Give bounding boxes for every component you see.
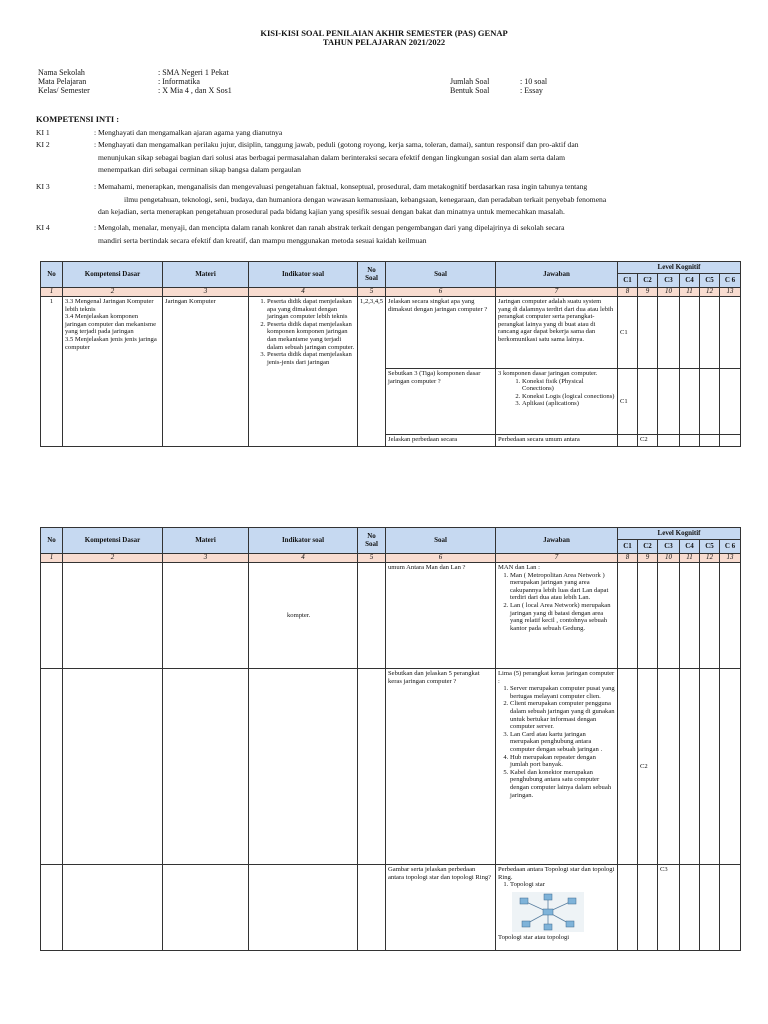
jawaban-item: 2. Client merupakan computer pengguna dalam sebuah jaringan yang di gunakan untuk bertukar informasi dengan computer server. — [510, 700, 615, 730]
col-number: 6 — [386, 288, 496, 297]
soal-cell: umum Antara Man dan Lan ? — [386, 563, 496, 669]
table-row — [41, 297, 741, 369]
col-number: 9 — [638, 554, 658, 563]
label-nama-sekolah: Nama Sekolah — [38, 68, 85, 77]
ki-line: mandiri serta bertindak secara efektif dan kreatif, dan mampu menggunakan metoda sesuai kaidah keilmuan — [98, 235, 427, 245]
col-number: 6 — [386, 554, 496, 563]
col-number: 1 — [41, 288, 63, 297]
jawaban-item: 1. Topologi star — [510, 881, 615, 889]
indikator-item: 3. Peserta didik dapat menjelaskan jenis-jenis dari jaringan — [267, 351, 355, 366]
ki-line: menempatkan diri sebagai cerminan sikap bangsa dalam pergaulan — [98, 165, 301, 174]
header-c1: C1 — [618, 540, 638, 554]
materi-cell: Jaringan Komputer — [163, 297, 249, 447]
header-level: Level Kognitif — [618, 262, 741, 274]
header-jawaban: Jawaban — [496, 528, 618, 554]
col-number: 3 — [163, 288, 249, 297]
header-c2: C2 — [638, 540, 658, 554]
header-c6: C 6 — [720, 540, 741, 554]
header-level: Level Kognitif — [618, 528, 741, 540]
header-c1: C1 — [618, 274, 638, 288]
identity-right — [450, 77, 547, 95]
indikator-item: 2. Peserta didik dapat menjelaskan komponen komponen jaringan dan mekanisme yang terjadi dalam sebuah jaringan computer. — [267, 321, 355, 351]
jawaban-intro: Lima (5) perangkat keras jaringan computer : — [498, 670, 615, 685]
ki-line: dan kejadian, serta menerapkan pengetahuan prosedural pada bidang kajian yang spesifik sesuai dengan bakat dan minatnya untuk memecahkan masalah. — [98, 207, 565, 216]
jawaban-cell: Jaringan computer adalah suatu system yang di dalamnya terdiri dari dua atau lebih perangkat computer serta perangkat-perangkat lainya yang di buat atau di rancang agar dapat bekerja sama dan berkomunikasi satu sama lainya. — [496, 297, 618, 369]
col-number: 7 — [496, 288, 618, 297]
ki-code: KI 4 — [36, 223, 50, 232]
col-number: 8 — [618, 554, 638, 563]
soal-cell: Sebutkan dan jelaskan 5 perangkat keras jaringan computer ? — [386, 669, 496, 865]
header-c2: C2 — [638, 274, 658, 288]
ki-line: : Menghayati dan mengamalkan ajaran agama yang dianutnya — [94, 128, 283, 137]
jawaban-tail: Topologi star atau topologi — [498, 933, 570, 941]
col-number: 10 — [658, 288, 680, 297]
jawaban-item: 1. Koneksi fisik (Physical Conections) — [522, 378, 615, 393]
jawaban-intro: MAN dan Lan : — [498, 564, 540, 571]
header-kd: Kompetensi Dasar — [63, 262, 163, 288]
header-no-soal: No Soal — [358, 528, 386, 554]
header-c3: C3 — [658, 540, 680, 554]
col-number: 4 — [249, 288, 358, 297]
kd-item: 3.3 Mengenal Jaringan Komputer lebih teknis — [65, 298, 154, 313]
header-indikator: Indikator soal — [249, 528, 358, 554]
jawaban-cell: Perbedaan secara umum antara — [496, 435, 618, 447]
header-no: No — [41, 262, 63, 288]
header-kd: Kompetensi Dasar — [63, 528, 163, 554]
ki-line: : Mengolah, menalar, menyaji, dan mencipta dalam ranah konkret dan ranah abstrak terkait dengan pengembangan dari yang dipelajrinya di sekolah secara — [94, 223, 565, 232]
table-row — [41, 865, 741, 951]
label-mata-pelajaran: Mata Pelajaran — [38, 77, 87, 86]
kd-cell — [63, 297, 163, 447]
col-number: 12 — [700, 554, 720, 563]
col-number: 2 — [63, 554, 163, 563]
indikator-cell — [249, 297, 358, 447]
ki-code: KI 3 — [36, 182, 50, 191]
kd-item: 3.5 Menjelaskan jenis jenis jaringa computer — [65, 335, 157, 351]
ki-line: : Menghayati dan mengamalkan perilaku jujur, disiplin, tanggung jawab, peduli (gotong royong, kerja sama, toleran, damai), santun responsif dan pro-aktif dan — [94, 140, 579, 149]
header-soal: Soal — [386, 262, 496, 288]
header-c5: C5 — [700, 540, 720, 554]
ki-heading: KOMPETENSI INTI : — [36, 114, 120, 124]
soal-cell: Jelaskan perbedaan secara — [386, 435, 496, 447]
soal-cell: Sebutkan 3 (Tiga) komponen dasar jaringan computer ? — [386, 369, 496, 435]
label-kelas: Kelas/ Semester — [38, 86, 90, 95]
kisi-table-2 — [40, 527, 741, 951]
indikator-continued: kompter. — [287, 611, 311, 619]
jawaban-item: 2. Koneksi Logis (logical conections) — [522, 393, 615, 401]
col-number: 9 — [638, 288, 658, 297]
value-bentuk-soal: : Essay — [520, 86, 543, 95]
level-c1: C1 — [618, 369, 638, 435]
col-number: 13 — [720, 288, 741, 297]
level-c2: C2 — [638, 435, 658, 447]
col-number: 5 — [358, 554, 386, 563]
header-no: No — [41, 528, 63, 554]
col-number: 7 — [496, 554, 618, 563]
ki-code: KI 2 — [36, 140, 50, 149]
ki-line: ilmu pengetahuan, teknologi, seni, budaya, dan humaniora dengan wawasan kemanusiaan, kebangsaan, kenegaraan, dan peradaban terkait penyebab fenomena — [124, 194, 607, 204]
header-c5: C5 — [700, 274, 720, 288]
table-row — [41, 669, 741, 865]
header-c3: C3 — [658, 274, 680, 288]
identity-left — [38, 68, 232, 95]
col-number: 13 — [720, 554, 741, 563]
no-soal-cell: 1,2,3,4,5 — [358, 297, 386, 447]
table-row — [41, 563, 741, 669]
col-number: 10 — [658, 554, 680, 563]
jawaban-intro: 3 komponen dasar jaringan computer. — [498, 370, 598, 377]
header-jawaban: Jawaban — [496, 262, 618, 288]
kisi-table-1 — [40, 261, 741, 447]
header-soal: Soal — [386, 528, 496, 554]
jawaban-intro: Perbedaan antara Topologi star dan topologi Ring. — [498, 866, 615, 881]
jawaban-cell — [496, 669, 618, 865]
header-indikator: Indikator soal — [249, 262, 358, 288]
level-c1: C1 — [618, 297, 638, 369]
header-no-soal: No Soal — [358, 262, 386, 288]
jawaban-cell — [496, 369, 618, 435]
header-materi: Materi — [163, 262, 249, 288]
header-c4: C4 — [680, 274, 700, 288]
soal-cell: Gambar serta jelaskan perbedaan antara topologi star dan topologi Ring? — [386, 865, 496, 951]
ki-code: KI 1 — [36, 128, 50, 137]
col-number: 8 — [618, 288, 638, 297]
doc-subtitle: TAHUN PELAJARAN 2021/2022 — [322, 37, 446, 47]
jawaban-item: 1. Server merupakan computer pusat yang bertugas melayani computer clien. — [510, 685, 615, 700]
label-bentuk-soal: Bentuk Soal — [450, 86, 490, 95]
value-jumlah-soal: : 10 soal — [520, 77, 548, 86]
jawaban-cell — [496, 865, 618, 951]
row-no: 1 — [41, 297, 63, 447]
ki-line: menunjukan sikap sebagai bagian dari solusi atas berbagai permasalahan dalam berinteraksi secara efektif dengan lingkungan sosial dan alam serta dalam — [98, 152, 566, 162]
star-topology-diagram — [512, 892, 584, 932]
label-jumlah-soal: Jumlah Soal — [450, 77, 490, 86]
col-number: 2 — [63, 288, 163, 297]
jawaban-cell — [496, 563, 618, 669]
jawaban-item: 1. Man ( Metropolitan Area Network ) merupakan jaringan yang area cakupannya lebih luas dari Lan dapat terdiri dari dua atau lebih Lan. — [510, 572, 615, 602]
col-number: 11 — [680, 554, 700, 563]
jawaban-item: 5. Kabel dan konektor merupakan penghubung antara satu computer dengan computer lainya dalam sebuah jaringan. — [510, 769, 615, 799]
jawaban-item: 3. Lan Card atau kartu jaringan merupakan penghubung antara computer dengan sebuah jaringan . — [510, 731, 615, 754]
ki-line: : Memahami, menerapkan, menganalisis dan mengevaluasi pengetahuan faktual, konseptual, prosedural, dam metakognitif berdasarkan rasa ingin tahunya tentang — [94, 182, 588, 191]
value-kelas: : X Mia 4 , dan X Sos1 — [158, 86, 232, 95]
jawaban-item: 2. Lan ( local Area Network) merupakan jaringan yang di batasi dengan area yang relatif kecil , contohnya sebuah kantor pada sebuah Gedung. — [510, 602, 615, 632]
header-c6: C 6 — [720, 274, 741, 288]
value-nama-sekolah: : SMA Negeri 1 Pekat — [158, 68, 229, 77]
indikator-cell — [249, 563, 358, 669]
col-number: 4 — [249, 554, 358, 563]
indikator-item: 1. Peserta didik dapat menjelaskan apa yang dimaksut dengan jaringan computer lebih teknis — [267, 298, 355, 321]
col-number: 12 — [700, 288, 720, 297]
doc-title: KISI-KISI SOAL PENILAIAN AKHIR SEMESTER (PAS) GENAP — [260, 28, 508, 38]
level-c2: C2 — [638, 669, 658, 865]
jawaban-item: 4. Hub merupakan repeater dengan jumlah port banyak. — [510, 754, 615, 769]
col-number: 5 — [358, 288, 386, 297]
col-number: 1 — [41, 554, 63, 563]
jawaban-item: 3. Aplikasi (aplications) — [522, 400, 615, 408]
header-c4: C4 — [680, 540, 700, 554]
kd-item: 3.4 Menjelaskan komponen jaringan computer dan mekanisme yang terjadi pada jaringan — [65, 313, 156, 336]
soal-cell: Jelaskan secara singkat apa yang dimaksut dengan jaringan computer ? — [386, 297, 496, 369]
value-mata-pelajaran: : Informatika — [158, 77, 200, 86]
header-materi: Materi — [163, 528, 249, 554]
level-c3: C3 — [658, 865, 680, 951]
col-number: 3 — [163, 554, 249, 563]
col-number: 11 — [680, 288, 700, 297]
